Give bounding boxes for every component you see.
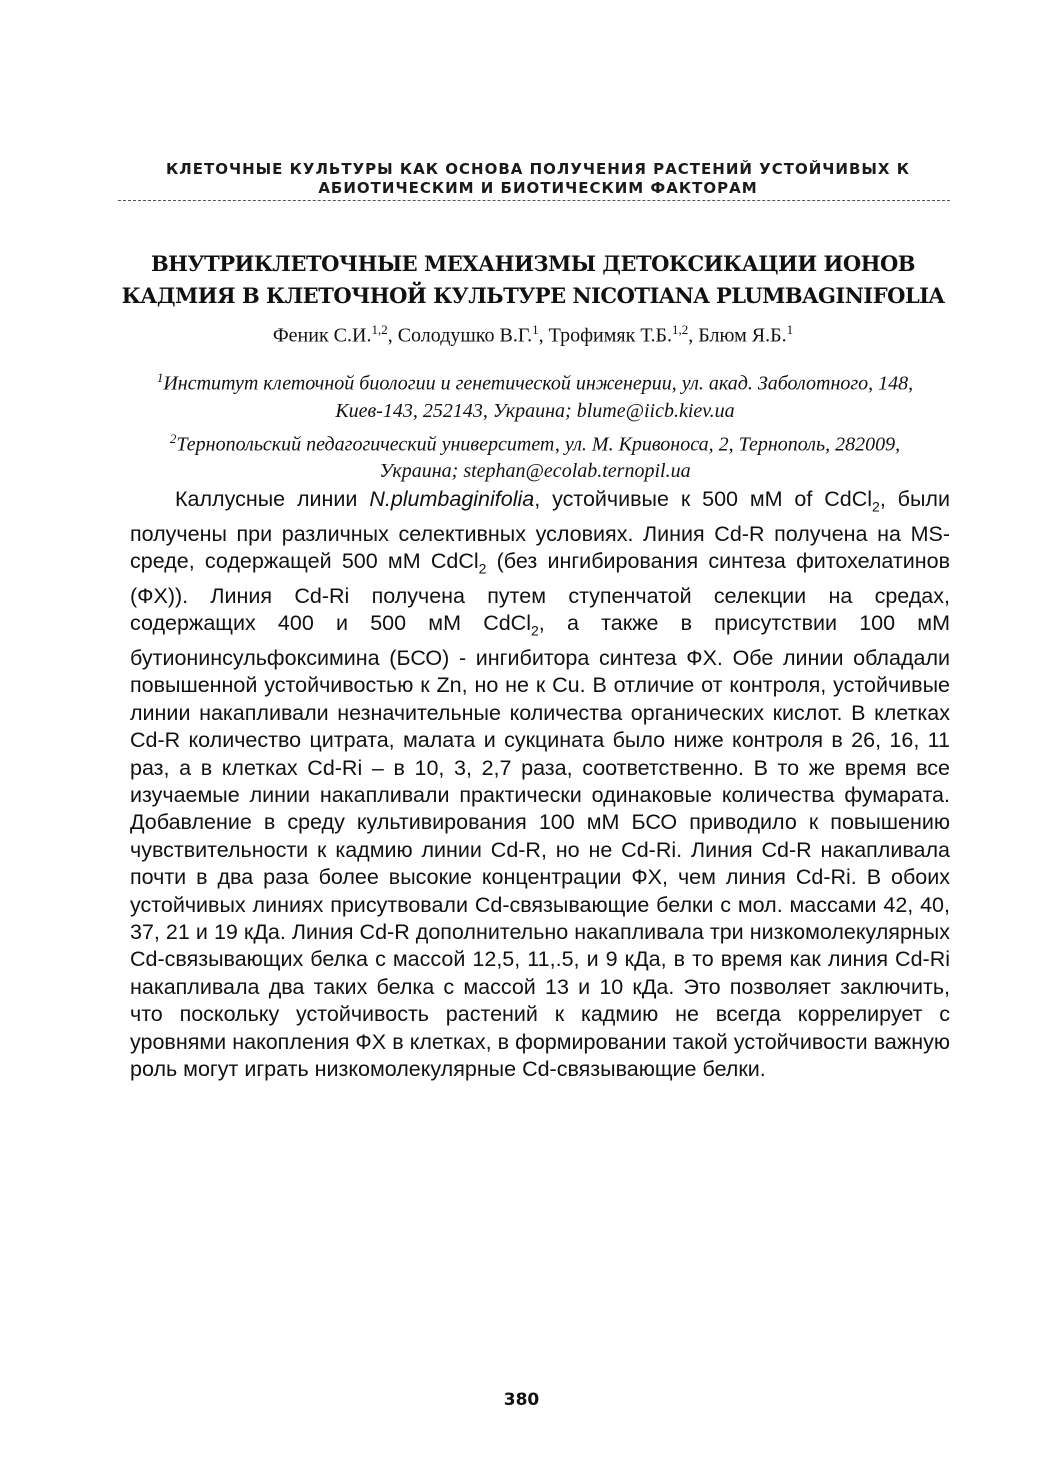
abstract-text: Каллусные линии (175, 487, 370, 511)
affiliation-mark: 2 (169, 430, 177, 446)
author: , Блюм Я.Б. (688, 324, 787, 347)
abstract-paragraph (130, 486, 950, 1083)
subscript: 2 (531, 622, 539, 639)
abstract-text: , устойчивые к 500 мМ of CdCl (534, 487, 873, 511)
header-divider (118, 200, 950, 201)
affiliation-2 (130, 425, 940, 486)
author: , Трофимяк Т.Б. (538, 324, 673, 347)
subscript: 2 (478, 560, 487, 577)
subscript: 2 (872, 498, 880, 515)
author: Феник С.И. (272, 324, 372, 347)
abstract-text: (без ингибирования синтеза фитохелатинов (ФХ)). Линия Cd-Ri получена путем ступенчатой селекции на средах, содержащих 400 и 500 мМ CdCl (130, 549, 951, 636)
abstract-text: , были получены при различных селективных условиях. Линия Cd-R получена на MS-среде, содержащей 500 мМ CdCl (130, 487, 950, 574)
author-affiliation-mark: 1,2 (672, 322, 689, 337)
affiliations (130, 364, 940, 485)
affiliation-1 (130, 364, 940, 425)
author-affiliation-mark: 1 (786, 322, 794, 337)
author-list (118, 316, 948, 350)
affiliation-mark: 1 (156, 370, 164, 385)
abstract-body (130, 486, 950, 1083)
running-header: КЛЕТОЧНЫЕ КУЛЬТУРЫ КАК ОСНОВА ПОЛУЧЕНИЯ РАСТЕНИЙ УСТОЙЧИВЫХ К АБИОТИЧЕСКИМ И БИОТИЧЕСКИМ ФАКТОРАМ (166, 160, 910, 197)
article-title: ВНУТРИКЛЕТОЧНЫЕ МЕХАНИЗМЫ ДЕТОКСИКАЦИИ ИОНОВ КАДМИЯ В КЛЕТОЧНОЙ КУЛЬТУРЕ NICOTIANA PLUMBAGINIFOLIA (121, 251, 945, 308)
affiliation-text: Институт клеточной биологии и генетической инженерии, ул. акад. Заболотного, 148, Киев-143, 252143, Украина; blume@iicb.kiev.ua (163, 372, 914, 422)
author-affiliation-mark: 1 (532, 322, 539, 337)
abstract-text: , а также в присутствии 100 мМ бутионинсульфоксимина (БСО) - ингибитора синтеза ФХ. Обе линии обладали повышенной устойчивостью к Zn, но не к Cu. В отличие от контроля, устойчивые линии накапливали незначительные количества органических кислот. В клетках Cd-R количество цитрата, малата и сукцината было ниже контроля в 26, 16, 11 раз, а в клетках Cd-Ri – в 10, 3, 2,7 раза, соответственно. В то же время все изучаемые линии накапливали практически одинаковые количества фумарата. Добавление в среду культивирования 100 мМ БСО приводило к повышению чувствительности к кадмию линии Cd-R, но не Cd-Ri. Линия Cd-R накапливала почти в два раза более высокие концентрации ФХ, чем линия Cd-Ri. В обоих устойчивых линиях присутвовали Cd-связывающие белки с мол. массами 42, 40, 37, 21 и 19 кДа. Линия Cd-R дополнительно накапливала три низкомолекулярных Cd-связывающих белка с массой 12,5, 11,.5, и 9 кДа, в то время как линия Cd-Ri накапливала два таких белка с массой 13 и 10 кДа. Это позволяет заключить, что поскольку устойчивость растений к кадмию не всегда коррелирует с уровнями накопления ФХ в клетках, в формировании такой устойчивости важную роль могут играть низкомолекулярные Cd-связывающие белки. (130, 611, 950, 1082)
affiliation-text: Тернопольский педагогический университет, ул. М. Кривоноса, 2, Тернополь, 282009, Украина; stephan@ecolab.ternopil.ua (176, 433, 901, 483)
author: , Солодушко В.Г. (387, 324, 533, 347)
author-affiliation-mark: 1,2 (371, 322, 388, 337)
species-name: N.plumbaginifolia (369, 487, 535, 511)
page-number: 380 (503, 1390, 540, 1410)
